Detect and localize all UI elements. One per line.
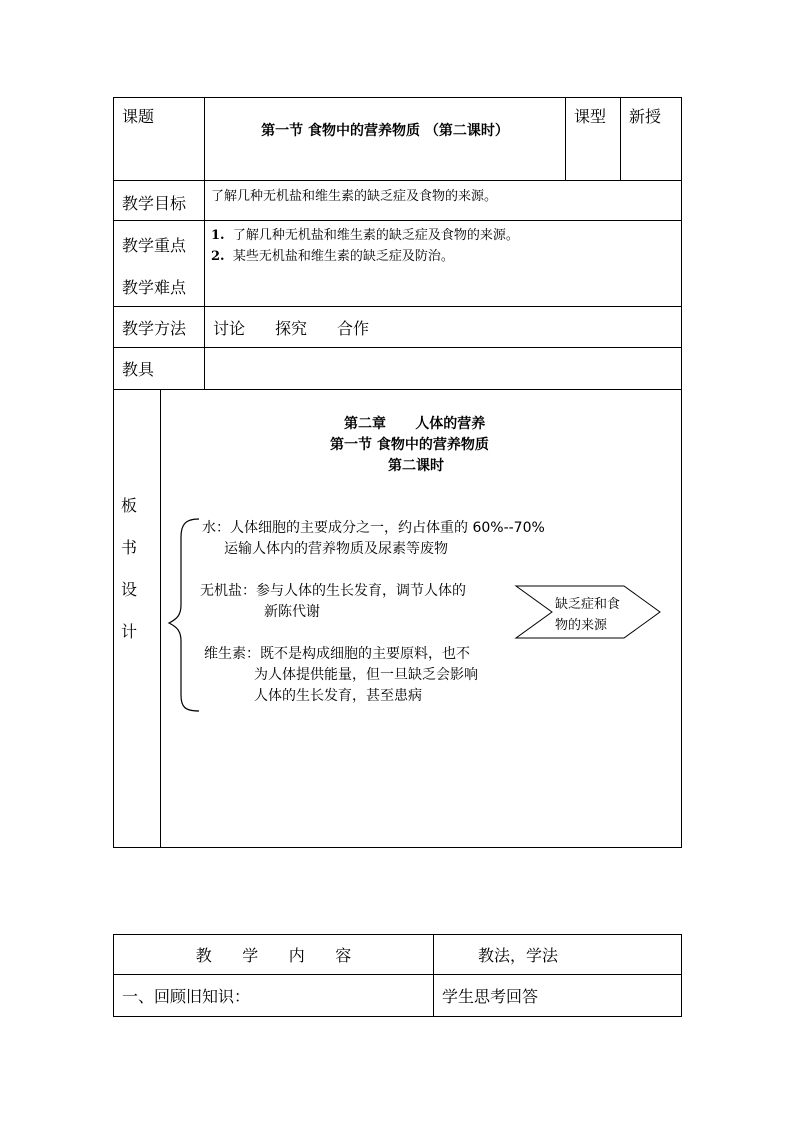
vitamin-line-2: 为人体提供能量，但一旦缺乏会影响	[254, 667, 478, 683]
water-line-1: 水：人体细胞的主要成分之一，约占体重的 60%--70%	[202, 520, 545, 536]
method-header: 教法，学法	[434, 935, 682, 975]
type-label: 课型	[566, 98, 621, 181]
method-item: 合作	[337, 318, 370, 338]
water-line-2: 运输人体内的营养物质及尿素等废物	[224, 541, 448, 557]
objective-label: 教学目标	[114, 181, 205, 221]
keypoint-item	[211, 225, 681, 246]
review-item: 一、回顾旧知识：	[114, 975, 434, 1017]
board-label-char: 书	[121, 538, 138, 557]
vitamin-line-3: 人体的生长发育，甚至患病	[254, 688, 422, 704]
review-method: 学生思考回答	[434, 975, 682, 1017]
board-chapter: 第二章 人体的营养	[344, 416, 486, 432]
keypoints-cell	[205, 221, 682, 307]
board-period: 第二课时	[388, 458, 444, 474]
objective-text: 了解几种无机盐和维生素的缺乏症及食物的来源。	[205, 181, 682, 221]
lesson-title-cell	[205, 98, 566, 181]
content-header: 教 学 内 容	[114, 935, 434, 975]
keypoint-label: 教学重点	[122, 236, 187, 255]
board-label-char: 设	[121, 580, 138, 599]
lesson-title: 第一节 食物中的营养物质 （第二课时）	[261, 123, 509, 139]
keypoint-text: 某些无机盐和维生素的缺乏症及防治。	[232, 249, 454, 264]
arrow-text-2: 物的来源	[555, 618, 608, 633]
method-item: 探究	[275, 318, 308, 338]
board-label-char: 计	[121, 622, 138, 641]
arrow-text-1: 缺乏症和食	[555, 597, 621, 612]
difficulty-label: 教学难点	[122, 278, 187, 297]
curly-brace-icon	[165, 515, 205, 715]
type-value: 新授	[621, 98, 682, 181]
board-design-label	[121, 485, 137, 653]
board-label-char: 板	[121, 496, 138, 515]
vitamin-line-1: 维生素：既不是构成细胞的主要原料，也不	[204, 646, 470, 662]
method-label: 教学方法	[114, 307, 205, 348]
content-table	[113, 934, 682, 1017]
keypoint-num: 1.	[211, 228, 225, 243]
aids-value	[205, 348, 682, 390]
mineral-line-2: 新陈代谢	[264, 604, 320, 620]
methods-cell	[205, 307, 682, 348]
board-section: 第一节 食物中的营养物质	[330, 437, 489, 453]
mineral-line-1: 无机盐：参与人体的生长发育，调节人体的	[200, 583, 466, 599]
method-item: 讨论	[213, 318, 246, 338]
keypoint-difficulty-labels	[114, 221, 205, 307]
topic-label: 课题	[114, 98, 205, 181]
keypoint-text: 了解几种无机盐和维生素的缺乏症及食物的来源。	[232, 228, 519, 243]
aids-label: 教具	[114, 348, 205, 390]
keypoint-num: 2.	[211, 249, 225, 264]
keypoint-item	[211, 246, 681, 267]
